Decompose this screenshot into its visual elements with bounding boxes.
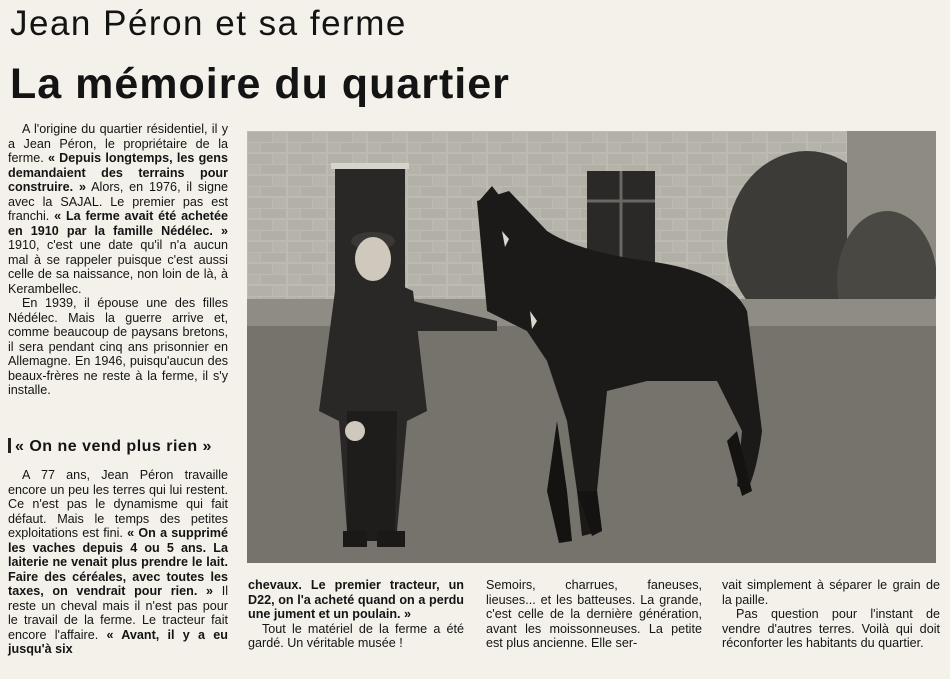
paragraph: A 77 ans, Jean Péron travaille encore un peu les terres qui lui restent. Ce n'est pas le dynamisme qui fait défaut. Mais le temps des petites exploitations est fini. « On a supprimé les vaches depuis 4 ou 5 ans. La laiterie ne venait plus prendre le lait. Faire des céréales, avec toutes les taxes, on vendrait pour rien. » Il reste un cheval mais il n'est pas pour le travail de la ferme. Le tracteur fait encore l'affaire. « Avant, il y a eu jusqu'à six [8,468,228,656]
article-column-4 [486,578,702,651]
article-column-2 [8,468,228,657]
paragraph: Tout le matériel de la ferme a été gardé. Un véritable musée ! [248,621,464,650]
article-column-5 [722,578,940,651]
paragraph: chevaux. Le premier tracteur, un D22, on l'a acheté quand on a perdu une jument et un poulain. » [248,578,464,621]
article-photo [247,131,936,563]
paragraph: Semoirs, charrues, faneuses, lieuses... et les batteuses. La grande, c'est celle de la dernière génération, avant les moissonneuses. La petite est plus ancienne. Elle ser- [486,578,702,650]
article-column-1 [8,122,228,398]
article-headline: La mémoire du quartier [10,60,510,108]
article-column-3 [248,578,464,651]
paragraph: vait simplement à séparer le grain de la paille. [722,578,940,607]
article-subhead: « On ne vend plus rien » [8,438,228,456]
subhead-bar-icon [8,438,11,453]
paragraph: A l'origine du quartier résidentiel, il y a Jean Péron, le propriétaire de la ferme. « Depuis longtemps, les gens demandaient des terrains pour construire. » Alors, en 1976, il signe avec la SAJAL. Le premier pas est franchi. « La ferme avait été achetée en 1910 par la famille Nédélec. » 1910, c'est une date qu'il n'a aucun mal à se rappeler puisque c'est aussi celle de sa naissance, non loin de là, à Kerambellec. [8,122,228,296]
paragraph: Pas question pour l'instant de vendre d'autres terres. Voilà qui doit réconforter les habitants du quartier. [722,607,940,650]
article-kicker: Jean Péron et sa ferme [10,4,407,43]
paragraph: En 1939, il épouse une des filles Nédélec. Mais la guerre arrive et, comme beaucoup de paysans bretons, il sera pendant cinq ans prisonnier en Allemagne. En 1946, puisqu'aucun des beaux-frères ne reste à la ferme, il s'y installe. [8,296,228,397]
